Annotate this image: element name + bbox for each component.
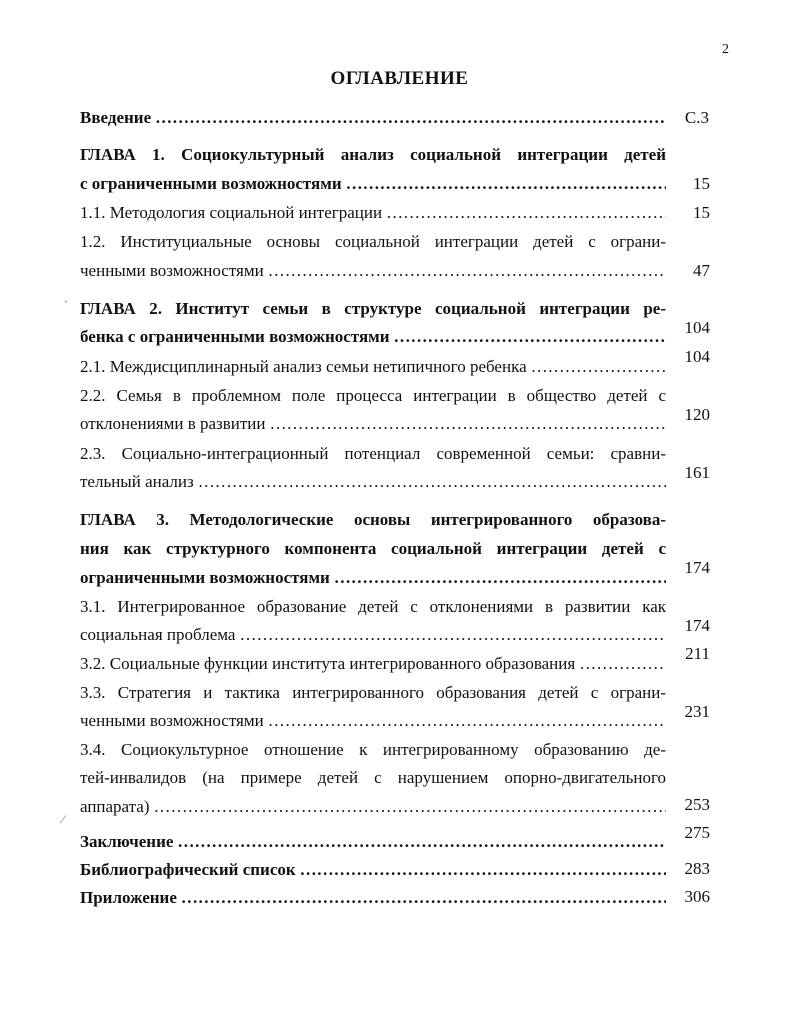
scan-mark: ⁄ bbox=[62, 812, 65, 826]
toc-entry-label: аппарата) bbox=[80, 797, 150, 816]
dot-leader bbox=[300, 859, 666, 881]
toc-page-number: 161 bbox=[684, 463, 710, 482]
dot-leader bbox=[155, 107, 666, 129]
toc-page-number: 120 bbox=[684, 405, 710, 424]
toc-section-3-1-line-1[interactable]: 3.1. Интегрированное образование детей с отклонениями в развитии как bbox=[80, 597, 666, 616]
toc-section-3-4-line-2[interactable]: тей-инвалидов (на примере детей с нарушением опорно-двигательного bbox=[80, 768, 666, 787]
toc-entry-label: Приложение bbox=[80, 888, 177, 907]
toc-section-3-4-line-1[interactable]: 3.4. Социокультурное отношение к интегрированному образованию де- bbox=[80, 740, 666, 759]
toc-chapter-2-line-2[interactable] bbox=[80, 326, 666, 348]
toc-entry-intro[interactable] bbox=[80, 107, 666, 129]
toc-page-number: С.3 bbox=[684, 108, 709, 127]
scan-mark: ˋ bbox=[64, 298, 68, 312]
toc-section-3-4-line-3[interactable] bbox=[80, 796, 666, 818]
page-title: ОГЛАВЛЕНИЕ bbox=[330, 68, 469, 89]
dot-leader bbox=[531, 356, 666, 378]
toc-page-number: 231 bbox=[684, 702, 710, 721]
toc-entry-appendix[interactable] bbox=[80, 887, 666, 909]
toc-chapter-3-line-2[interactable]: ния как структурного компонента социальной интеграции детей с bbox=[80, 539, 666, 558]
toc-entry-label: социальная проблема bbox=[80, 625, 236, 644]
toc-page-number: 104 bbox=[684, 347, 710, 366]
toc-entry-label: Заключение bbox=[80, 832, 174, 851]
dot-leader bbox=[239, 624, 666, 646]
toc-section-3-2[interactable] bbox=[80, 653, 666, 675]
toc-section-3-3-line-1[interactable]: 3.3. Стратегия и тактика интегрированного образования детей с ограни- bbox=[80, 683, 666, 702]
toc-page-number: 104 bbox=[684, 318, 710, 337]
toc-entry-conclusion[interactable] bbox=[80, 831, 666, 853]
dot-leader bbox=[268, 710, 666, 732]
toc-page-number: 306 bbox=[684, 887, 710, 906]
toc-entry-label: с ограниченными возможностями bbox=[80, 174, 342, 193]
toc-section-3-3-line-2[interactable] bbox=[80, 710, 666, 732]
toc-page-number: 275 bbox=[684, 823, 710, 842]
toc-section-2-3-line-2[interactable] bbox=[80, 471, 666, 493]
toc-page-number: 283 bbox=[684, 859, 710, 878]
toc-page-number: 174 bbox=[684, 558, 710, 577]
toc-entry-label: 2.1. Междисциплинарный анализ семьи нетипичного ребенка bbox=[80, 357, 527, 376]
toc-entry-label: тельный анализ bbox=[80, 472, 194, 491]
toc-chapter-1-line-1[interactable]: ГЛАВА 1. Социокультурный анализ социальной интеграции детей bbox=[80, 145, 666, 164]
dot-leader bbox=[346, 173, 666, 195]
toc-chapter-1-line-2[interactable] bbox=[80, 173, 666, 195]
toc-section-2-3-line-1[interactable]: 2.3. Социально-интеграционный потенциал современной семьи: сравни- bbox=[80, 444, 666, 463]
page-number: 2 bbox=[722, 42, 729, 57]
dot-leader bbox=[198, 471, 666, 493]
toc-chapter-3-line-1[interactable]: ГЛАВА 3. Методологические основы интегрированного образова- bbox=[80, 510, 666, 529]
dot-leader bbox=[579, 653, 666, 675]
dot-leader bbox=[181, 887, 666, 909]
toc-section-1-2-line-2[interactable] bbox=[80, 260, 666, 282]
toc-page-number: 15 bbox=[693, 203, 710, 222]
toc-entry-label: ченными возможностями bbox=[80, 711, 264, 730]
toc-page-number: 47 bbox=[693, 261, 710, 280]
toc-entry-label: ограниченными возможностями bbox=[80, 568, 330, 587]
toc-page-number: 15 bbox=[693, 174, 710, 193]
toc-chapter-2-line-1[interactable]: ГЛАВА 2. Институт семьи в структуре социальной интеграции ре- bbox=[80, 299, 666, 318]
toc-entry-label: Библиографический список bbox=[80, 860, 296, 879]
toc-entry-label: бенка с ограниченными возможностями bbox=[80, 327, 390, 346]
dot-leader bbox=[334, 567, 666, 589]
dot-leader bbox=[177, 831, 666, 853]
dot-leader bbox=[270, 413, 667, 435]
toc-entry-bibliography[interactable] bbox=[80, 859, 666, 881]
toc-entry-label: ченными возможностями bbox=[80, 261, 264, 280]
toc-chapter-3-line-3[interactable] bbox=[80, 567, 666, 589]
toc-entry-label: Введение bbox=[80, 108, 152, 127]
toc-section-2-1[interactable] bbox=[80, 356, 666, 378]
toc-section-1-2-line-1[interactable]: 1.2. Институциальные основы социальной интеграции детей с ограни- bbox=[80, 232, 666, 251]
toc-page-number: 174 bbox=[684, 616, 710, 635]
dot-leader bbox=[386, 202, 666, 224]
toc-section-3-1-line-2[interactable] bbox=[80, 624, 666, 646]
toc-section-2-2-line-2[interactable] bbox=[80, 413, 666, 435]
dot-leader bbox=[154, 796, 666, 818]
dot-leader bbox=[268, 260, 666, 282]
toc-page-number: 211 bbox=[685, 644, 710, 663]
toc-section-1-1[interactable] bbox=[80, 202, 666, 224]
toc-entry-label: 3.2. Социальные функции института интегрированного образования bbox=[80, 654, 576, 673]
toc-entry-label: 1.1. Методология социальной интеграции bbox=[80, 203, 383, 222]
toc-entry-label: отклонениями в развитии bbox=[80, 414, 266, 433]
toc-page-number: 253 bbox=[684, 795, 710, 814]
dot-leader bbox=[394, 326, 666, 348]
toc-section-2-2-line-1[interactable]: 2.2. Семья в проблемном поле процесса интеграции в общество детей с bbox=[80, 386, 666, 405]
